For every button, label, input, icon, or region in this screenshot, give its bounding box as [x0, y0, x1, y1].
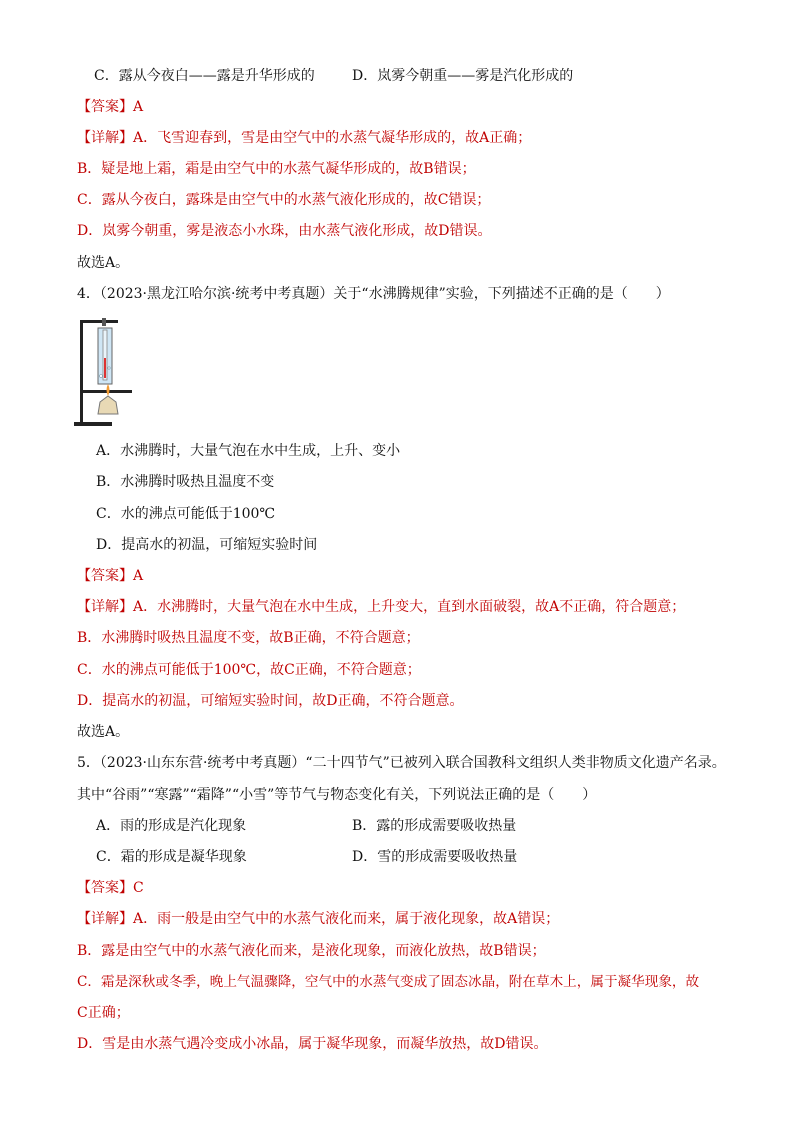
- q3-detail-c: C．露从今夜白，露珠是由空气中的水蒸气液化形成的，故C错误；: [77, 192, 491, 208]
- q4-answer-tag: 【答案】: [77, 568, 133, 584]
- ring-support: [80, 390, 132, 393]
- q4-option-b: B．水沸腾时吸热且温度不变: [96, 474, 275, 490]
- q5-option-a: A．雨的形成是汽化现象: [96, 818, 247, 834]
- boiling-apparatus-figure: [72, 314, 138, 428]
- bubble: [100, 375, 103, 378]
- q5-detail-d: D．雪是由水蒸气遇冷变成小冰晶，属于凝华现象，而凝华放热，故D错误。: [77, 1036, 548, 1052]
- q4-stem: 4．（2023·黑龙江哈尔滨·统考中考真题）关于“水沸腾规律”实验，下列描述不正确的是（ ）: [77, 286, 670, 302]
- q3-options-cd: [94, 66, 573, 86]
- q4-detail-a-text: A．水沸腾时，大量气泡在水中生成，上升变大，直到水面破裂，故A不正确，符合题意；: [133, 599, 686, 615]
- q3-answer: [77, 97, 143, 117]
- q5-stem-line2: 其中“谷雨”“寒露”“霜降”“小雪”等节气与物态变化有关，下列说法正确的是（ ）: [77, 787, 597, 803]
- q4-detail-d: D．提高水的初温，可缩短实验时间，故D正确，不符合题意。: [77, 693, 464, 709]
- q3-option-d: D．岚雾今朝重——雾是汽化形成的: [352, 68, 574, 84]
- q5-detail-a-text: A．雨一般是由空气中的水蒸气液化而来，属于液化现象，故A错误；: [133, 911, 560, 927]
- q4-option-d: D．提高水的初温，可缩短实验时间: [96, 537, 318, 553]
- q5-option-c: C．霜的形成是凝华现象: [96, 849, 247, 865]
- q3-detail-d: D．岚雾今朝重，雾是液态小水珠，由水蒸气液化形成，故D错误。: [77, 223, 492, 239]
- q3-answer-tag: 【答案】: [77, 99, 133, 115]
- q5-detail-b: B．露是由空气中的水蒸气液化而来，是液化现象，而液化放热，故B错误；: [77, 943, 546, 959]
- flame: [107, 384, 110, 396]
- q4-answer: [77, 566, 143, 586]
- q5-options-cd: [96, 847, 517, 867]
- q5-detail-a: [77, 909, 559, 929]
- alcohol-lamp: [98, 396, 118, 414]
- q4-detail-c: C．水的沸点可能低于100℃，故C正确，不符合题意；: [77, 662, 421, 678]
- q4-conclusion: 故选A。: [77, 724, 130, 740]
- q4-answer-value: A: [133, 568, 144, 584]
- bubble: [108, 367, 110, 369]
- q3-option-c: C．露从今夜白——露是升华形成的: [94, 68, 315, 84]
- q3-conclusion: 故选A。: [77, 255, 130, 271]
- q5-detail-tag: 【详解】: [77, 911, 133, 927]
- q5-detail-c-line1: C．霜是深秋或冬季，晚上气温骤降，空气中的水蒸气变成了固态冰晶，附在草木上，属于凝华现象，故: [77, 974, 700, 990]
- q5-detail-c-line2: C正确；: [77, 1005, 130, 1021]
- q5-stem-line1: 5．（2023·山东东营·统考中考真题）“二十四节气”已被列入联合国教科文组织人类非物质文化遗产名录。: [77, 755, 726, 771]
- q4-option-a: A．水沸腾时，大量气泡在水中生成，上升、变小: [96, 443, 401, 459]
- q4-detail-a: [77, 597, 685, 617]
- q5-answer: [77, 878, 144, 898]
- q4-option-c: C．水的沸点可能低于100℃: [96, 506, 276, 522]
- clamp-arm: [80, 320, 118, 323]
- q4-detail-tag: 【详解】: [77, 599, 133, 615]
- stand-rod: [80, 320, 83, 424]
- q5-option-d: D．雪的形成需要吸收热量: [352, 849, 518, 865]
- q3-detail-tag: 【详解】: [77, 130, 133, 146]
- q4-detail-b: B．水沸腾时吸热且温度不变，故B正确，不符合题意；: [77, 630, 420, 646]
- thermometer-mercury: [104, 358, 106, 378]
- q5-answer-tag: 【答案】: [77, 880, 133, 896]
- q5-options-ab: [96, 816, 516, 836]
- q3-detail-b: B．疑是地上霜，霜是由空气中的水蒸气凝华形成的，故B错误；: [77, 161, 476, 177]
- q5-answer-value: C: [133, 880, 144, 896]
- stand-base: [74, 422, 112, 426]
- q3-detail-a: [77, 128, 531, 148]
- q3-answer-value: A: [133, 99, 144, 115]
- clamp-head: [102, 318, 106, 326]
- q5-option-b: B．露的形成需要吸收热量: [352, 818, 517, 834]
- q3-detail-a-text: A．飞雪迎春到，雪是由空气中的水蒸气凝华形成的，故A正确；: [133, 130, 532, 146]
